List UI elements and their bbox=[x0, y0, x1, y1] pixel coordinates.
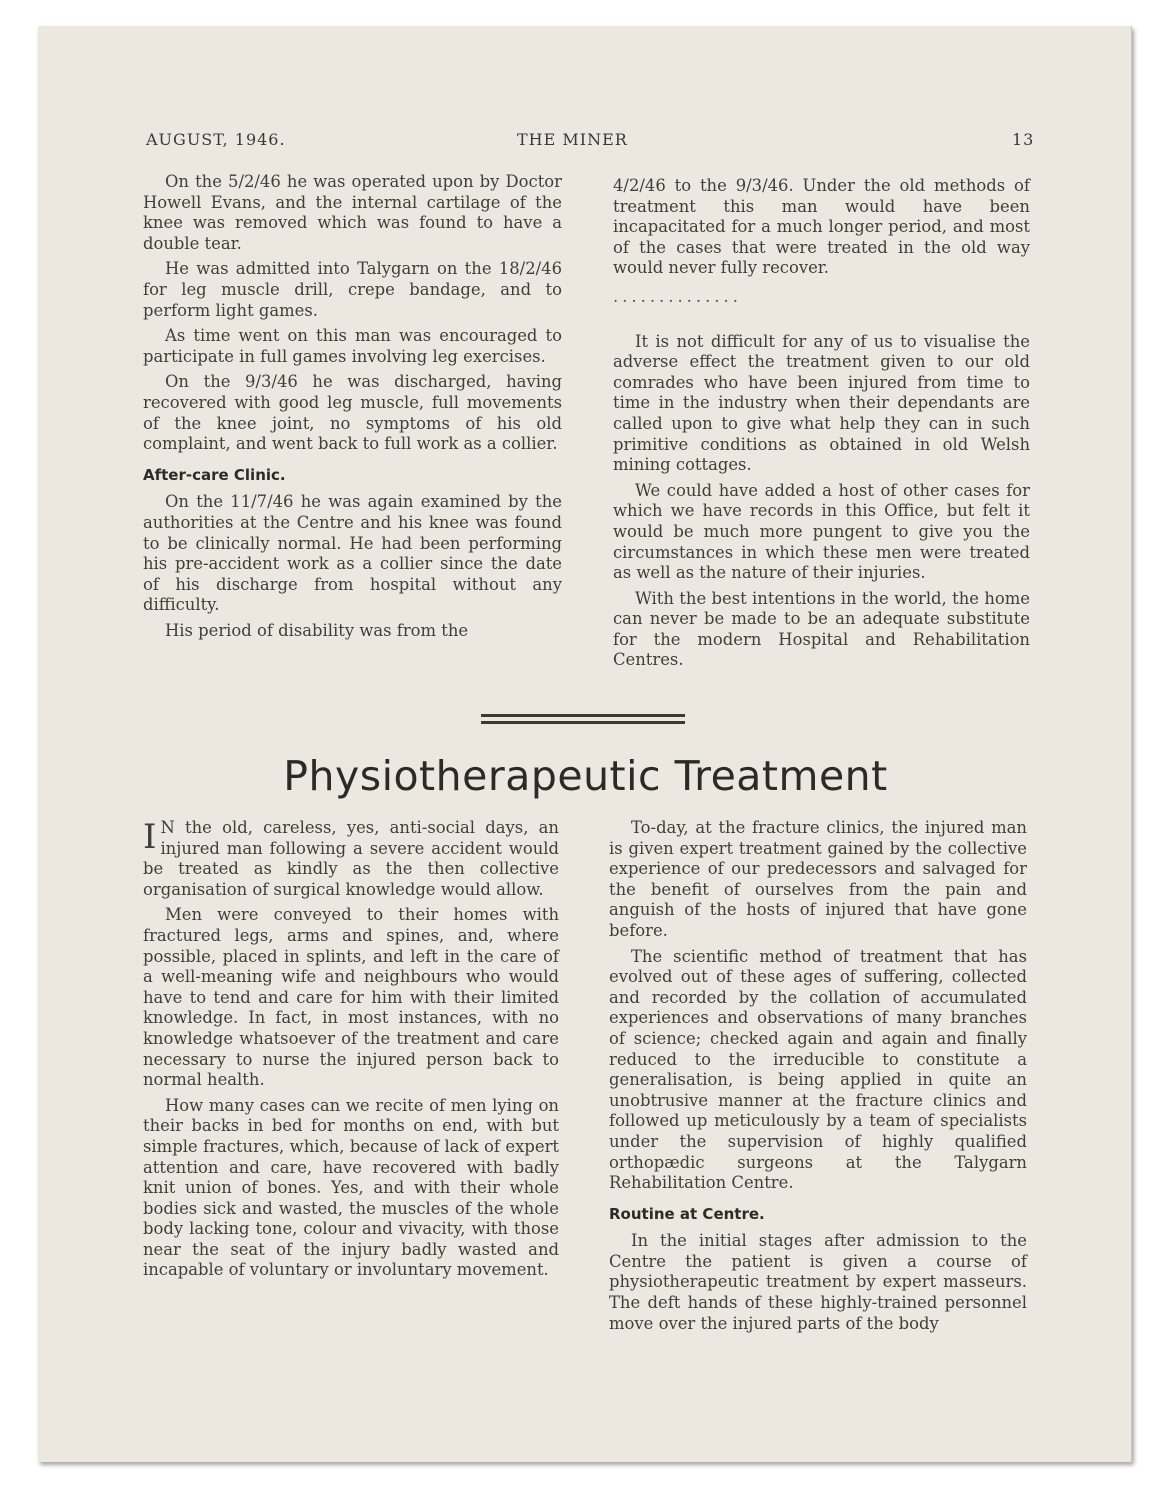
paragraph: We could have added a host of other cases for which we have records in this Office, but felt it would be much more pungent to give you the circumstances in which these men were treated as well as the nature of their injuries. bbox=[613, 480, 1030, 583]
paragraph: His period of disability was from the bbox=[165, 620, 469, 640]
section-heading-routine: Routine at Centre. bbox=[609, 1204, 765, 1223]
section-heading-after-care: After-care Clinic. bbox=[143, 465, 286, 484]
drop-cap: I bbox=[143, 817, 157, 857]
paragraph: It is not difficult for any of us to visualise the adverse effect the treatment given to our old comrades who have been injured from time to time in the industry when their dependants are called upon to give what help they can in such primitive conditions as obtained in old Welsh mining cottages. bbox=[613, 331, 1030, 475]
paragraph: As time went on this man was encouraged to participate in full games involving leg exercises. bbox=[143, 326, 562, 366]
paragraph: 4/2/46 to the 9/3/46. Under the old methods of treatment this man would have been incapacitated for a much longer period, and most of the cases that were treated in the old way would never fully recover. bbox=[613, 176, 1030, 278]
paragraph bbox=[143, 818, 559, 900]
paragraph: Men were conveyed to their homes with fractured legs, arms and spines, and, where possible, placed in splints, and left in the care of a well-meaning wife and neighbours who would have to tend and care for him with their limited knowledge. In fact, in most instances, with no knowledge whatsoever of the treatment and care necessary to nurse the injured person back to normal health. bbox=[143, 905, 559, 1090]
running-header bbox=[0, 130, 1171, 154]
upper-left-column bbox=[143, 172, 562, 646]
upper-right-column bbox=[613, 176, 1030, 676]
dotted-separator: .............. bbox=[613, 286, 742, 306]
paragraph: The scientific method of treatment that has evolved out of these ages of suffering, collected and recorded by the collation of accumulated experiences and observations of many branches of science; checked again and again and finally reduced to the irreducible to constitute a generalisation, is being applied in quite an unobtrusive manner at the fracture clinics and followed up meticulously by a team of specialists under the supervision of highly qualified orthopædic surgeons at the Talygarn Rehabilitation Centre. bbox=[609, 946, 1027, 1193]
page-number: 13 bbox=[1012, 130, 1035, 149]
paragraph: With the best intentions in the world, the home can never be made to be an adequate substitute for the modern Hospital and Rehabilitation Centres. bbox=[613, 588, 1030, 670]
paragraph: On the 9/3/46 he was discharged, having recovered with good leg muscle, full movements of the knee joint, no symptoms of his old complaint, and went back to full work as a collier. bbox=[143, 372, 562, 454]
issue-date: AUGUST, 1946. bbox=[146, 130, 286, 149]
paragraph: On the 11/7/46 he was again examined by the authorities at the Centre and his knee was found to be clinically normal. He had been performing his pre-accident work as a collier since the date of his discharge from hospital without any difficulty. bbox=[143, 492, 562, 615]
article-left-column bbox=[143, 818, 559, 1286]
article-title: Physiotherapeutic Treatment bbox=[283, 752, 888, 800]
paragraph: On the 5/2/46 he was operated upon by Doctor Howell Evans, and the internal cartilage of the knee was removed which was found to have a double tear. bbox=[143, 172, 562, 253]
paragraph: To-day, at the fracture clinics, the injured man is given expert treatment gained by the collective experience of our predecessors and salvaged for the benefit of ourselves from the pain and anguish of the hosts of injured that have gone before. bbox=[609, 818, 1027, 940]
paragraph: He was admitted into Talygarn on the 18/2/46 for leg muscle drill, crepe bandage, and to perform light games. bbox=[143, 259, 562, 320]
paragraph: In the initial stages after admission to the Centre the patient is given a course of physiotherapeutic treatment by expert masseurs. The deft hands of these highly-trained personnel move over the injured parts of the body bbox=[609, 1231, 1027, 1333]
article-right-column bbox=[609, 818, 1027, 1339]
paragraph-text: N the old, careless, yes, anti-social days, an injured man following a severe accident would be treated as kindly as the then collective organisation of surgical knowledge would allow. bbox=[143, 818, 559, 899]
publication-name: THE MINER bbox=[517, 130, 628, 149]
double-rule-divider bbox=[481, 714, 685, 724]
paragraph: How many cases can we recite of men lying on their backs in bed for months on end, with but simple fractures, which, because of lack of expert attention and care, have recovered with badly knit union of bones. Yes, and with their whole bodies sick and wasted, the muscles of the whole body lacking tone, colour and vivacity, with those near the seat of the injury badly wasted and incapable of voluntary or involuntary movement. bbox=[143, 1095, 559, 1280]
